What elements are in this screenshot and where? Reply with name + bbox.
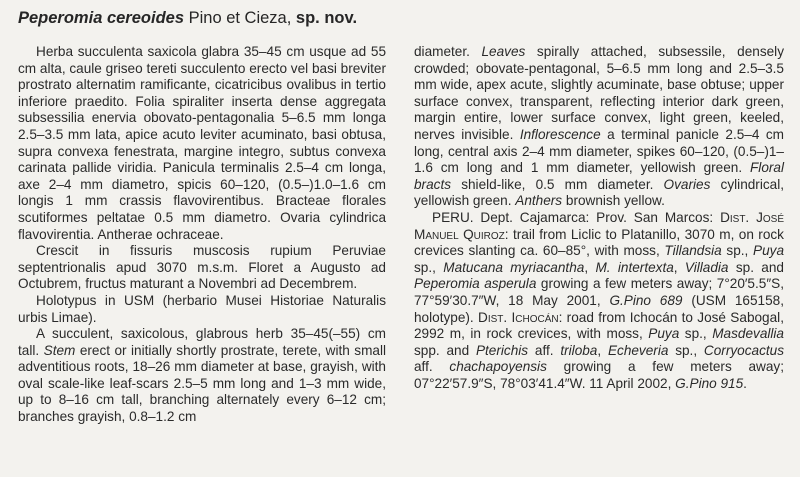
term-floral-bracts: Floral bracts — [414, 160, 784, 192]
latin-description: Herba succulenta saxicola glabra 35–45 cm usque ad 55 cm alta, caule griseo tereti succulento erecto vel basi breviter prostrato alternatim ramificante, cicatricibus ovalibus in tertio inferiore praedito. Folia spiraliter inserta dense aggregata subsessilia enervia obovato-pentagonalia 5–6.5 mm longa 2.5–3.5 mm lata, apice acuto leviter acuminato, basi obtusa, supra convexa fenestrata, margine integro, subtus convexa carinata pallide viridia. Panicula terminalis 2.5–4 cm longa, axe 2–4 mm diametro, spicis 60–120, (0.5–)1.0–1.6 cm longis 1 mm crassis flavovirentibus. Bracteae florales scutiformes peltatae 0.5 mm diametro. Ovaria cylindrica flavovirentia. Antherae ochraceae. — [18, 44, 386, 242]
collector-number-paratype: G.Pino 915 — [675, 375, 744, 391]
term-ovaries: Ovaries — [663, 176, 711, 192]
term-inflorescence: Inflorescence — [519, 126, 601, 142]
english-description-start: A succulent, saxicolous, glabrous herb 35–45(–55) cm tall. Stem erect or initially shortly prostrate, terete, with small adventitious roots, 18–26 mm diameter at base, grayish, with oval scale-like leaf-scars 2.5–5 mm long and 1–3 mm wide, up to 8–16 cm tall, branching alternately every 6–12 cm; branches grayish, 0.8–1.2 cm — [18, 326, 386, 425]
collector-number-holotype: G.Pino 689 — [609, 292, 683, 308]
species-name: Peperomia cereoides — [18, 9, 184, 27]
specimens-examined: PERU. Dept. Cajamarca: Prov. San Marcos: Dist. José Manuel Quiroz: trail from Liclic to Platanillo, 3070 m, on rock crevices slanting ca. 60–85°, with moss, Tillandsia sp., Puya sp., Matucana myriacantha, M. intertexta, Villadia sp. and Peperomia asperula growing a few meters away; 7°20′5.5″S, 77°59′30.7″W, 18 May 2001, G.Pino 689 (USM 165158, holotype). Dist. Ichocán: road from Ichocán to José Sabogal, 2992 m, in rock crevices, with moss, Puya sp., Masdevallia spp. and Pterichis aff. triloba, Echeveria sp., Corryocactus aff. chachapoyensis growing a few meters away; 07°22′57.9″S, 78°03′41.4″W. 11 April 2002, G.Pino 915. — [414, 209, 785, 391]
english-description-continued: diameter. Leaves spirally attached, subsessile, densely crowded; obovate-pentagonal, 5–6.5 mm long and 2.5–3.5 mm wide, apex acute, slightly acuminate, base obtuse; upper surface convex, transparent, reflecting interior dark green, margin entire, lower surface convex, light green, keeled, nerves invisible. Inflorescence a terminal panicle 2.5–4 cm long, central axis 2–4 mm diameter, spikes 60–120, (0.5–)1–1.6 cm long and 1 mm diameter, yellowish green. Floral bracts shield-like, 0.5 mm diameter. Ovaries cylindrical, yellowish green. Anthers brownish yellow. — [414, 44, 785, 209]
term-stem: Stem — [43, 342, 76, 358]
district-ichocan: Dist. Ichocán — [478, 309, 559, 325]
nomenclatural-status: sp. nov. — [295, 9, 358, 27]
species-heading — [18, 8, 357, 28]
latin-habitat: Crescit in fissuris muscosis rupium Peruviae septentrionalis apud 3070 m.s.m. Floret a Augusto ad Octubrem, fructus maturant a Novembri ad Decembrem. — [18, 243, 386, 292]
species-authors: Pino et Cieza, — [188, 9, 292, 27]
right-column — [414, 44, 784, 392]
term-anthers: Anthers — [515, 193, 563, 209]
district-quiroz: Dist. José Manuel Quiroz — [414, 209, 785, 242]
term-leaves: Leaves — [481, 44, 526, 59]
left-column — [18, 44, 386, 426]
latin-holotype: Holotypus in USM (herbario Musei Historiae Naturalis urbis Limae). — [18, 292, 386, 325]
